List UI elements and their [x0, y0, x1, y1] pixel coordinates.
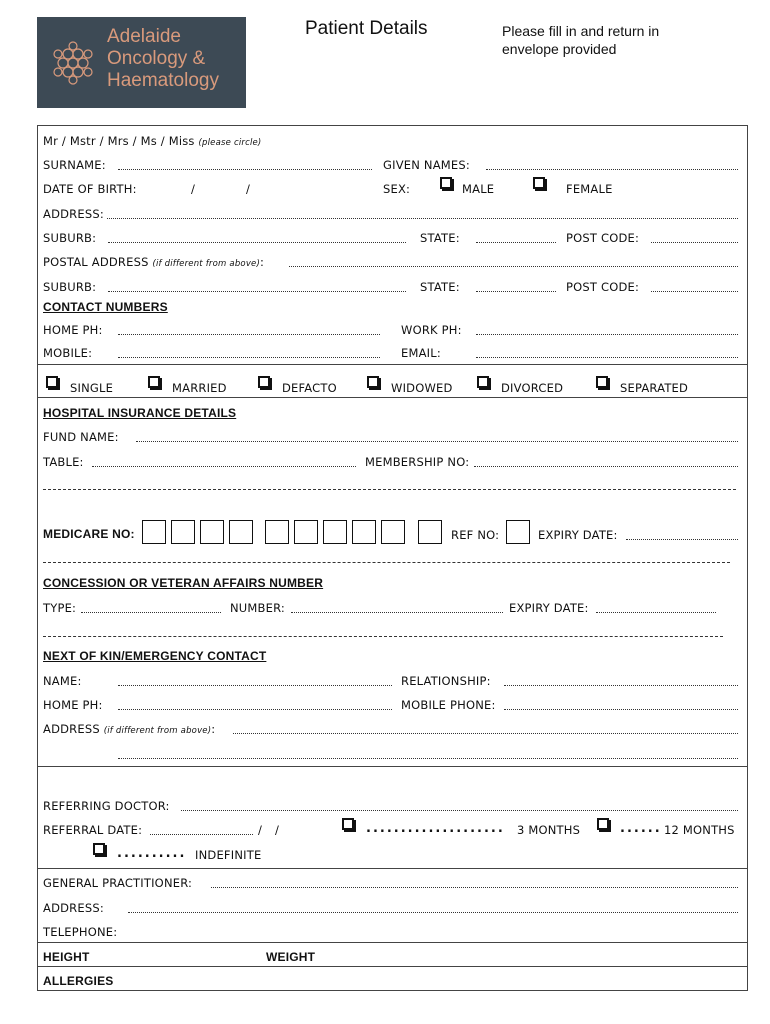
female-checkbox[interactable] — [533, 177, 545, 189]
referral-date-label: REFERRAL DATE: — [43, 823, 143, 837]
address-label: ADDRESS: — [43, 207, 104, 221]
referral-date-separator: / — [275, 823, 280, 837]
widowed-label: WIDOWED — [391, 381, 453, 395]
title-options[interactable] — [43, 134, 261, 150]
separated-checkbox[interactable] — [596, 376, 608, 388]
medicare-digit-box[interactable] — [352, 520, 376, 544]
gp-address-label: ADDRESS: — [43, 901, 104, 915]
concession-number-label: NUMBER: — [230, 601, 286, 615]
male-checkbox[interactable] — [440, 177, 452, 189]
gp-telephone-label: TELEPHONE: — [43, 925, 118, 939]
section-divider — [37, 942, 748, 943]
kin-mobile-label: MOBILE PHONE: — [401, 698, 496, 712]
medicare-issue-box[interactable] — [418, 520, 442, 544]
medicare-label: MEDICARE NO: — [43, 527, 135, 541]
table-field[interactable] — [92, 466, 356, 467]
concession-expiry-label: EXPIRY DATE: — [509, 601, 589, 615]
kin-relationship-field[interactable] — [504, 685, 738, 686]
surname-field[interactable] — [118, 169, 372, 170]
referring-doctor-field[interactable] — [181, 810, 738, 811]
ref-no-box[interactable] — [506, 520, 530, 544]
logo-line: Oncology & — [107, 48, 206, 69]
medicare-digit-box[interactable] — [294, 520, 318, 544]
postal-suburb-field[interactable] — [108, 291, 406, 292]
kin-heading: NEXT OF KIN/EMERGENCY CONTACT — [43, 649, 267, 663]
table-label: TABLE: — [43, 455, 84, 469]
defacto-label: DEFACTO — [282, 381, 337, 395]
logo-wordmark — [107, 26, 219, 92]
twelve-months-leader: ...... — [620, 821, 662, 836]
concession-type-field[interactable] — [81, 612, 221, 613]
indefinite-checkbox[interactable] — [93, 843, 105, 855]
divorced-checkbox[interactable] — [477, 376, 489, 388]
hexagon-cluster-icon — [49, 41, 97, 85]
height-label: HEIGHT — [43, 950, 90, 964]
kin-address-colon: : — [211, 722, 216, 736]
surname-label: SURNAME: — [43, 158, 106, 172]
referral-date-field[interactable] — [150, 834, 253, 835]
work-phone-label: WORK PH: — [401, 323, 462, 337]
dob-separator: / — [246, 182, 251, 196]
given-names-label: GIVEN NAMES: — [383, 158, 470, 172]
weight-label: WEIGHT — [266, 950, 316, 964]
postal-address-text: POSTAL ADDRESS — [43, 255, 149, 269]
dob-separator: / — [191, 182, 196, 196]
ref-no-label: REF NO: — [451, 528, 500, 542]
kin-address-text: ADDRESS — [43, 722, 100, 736]
female-label: FEMALE — [566, 182, 613, 196]
twelve-months-checkbox[interactable] — [597, 818, 609, 830]
kin-name-label: NAME: — [43, 674, 82, 688]
logo-line: Haematology — [107, 70, 219, 91]
suburb-field[interactable] — [108, 242, 406, 243]
section-divider — [37, 766, 748, 767]
dashed-separator — [43, 636, 723, 637]
medicare-digit-box[interactable] — [265, 520, 289, 544]
medicare-digit-box[interactable] — [323, 520, 347, 544]
membership-no-label: MEMBERSHIP NO: — [365, 455, 470, 469]
kin-address-note: (if different from above) — [103, 726, 212, 736]
email-label: EMAIL: — [401, 346, 441, 360]
defacto-checkbox[interactable] — [258, 376, 270, 388]
dashed-separator — [43, 562, 730, 563]
state-label: STATE: — [420, 231, 460, 245]
medicare-digit-box[interactable] — [171, 520, 195, 544]
married-label: MARRIED — [172, 381, 227, 395]
mobile-field[interactable] — [118, 357, 380, 358]
postal-address-note: (if different from above) — [152, 259, 260, 269]
given-names-field[interactable] — [486, 169, 738, 170]
widowed-checkbox[interactable] — [367, 376, 379, 388]
medicare-digit-box[interactable] — [200, 520, 224, 544]
suburb-label: SUBURB: — [43, 231, 97, 245]
membership-no-field[interactable] — [474, 466, 738, 467]
sex-label: SEX: — [383, 182, 411, 196]
kin-name-field[interactable] — [118, 685, 392, 686]
contact-numbers-heading: CONTACT NUMBERS — [43, 300, 168, 314]
gp-address-field[interactable] — [128, 912, 738, 913]
postal-address-field[interactable] — [289, 266, 738, 267]
email-field[interactable] — [476, 357, 738, 358]
section-divider — [37, 966, 748, 967]
home-phone-label: HOME PH: — [43, 323, 103, 337]
postal-suburb-label: SUBURB: — [43, 280, 97, 294]
indefinite-leader: .......... — [117, 846, 187, 861]
referring-doctor-label: REFERRING DOCTOR: — [43, 799, 170, 813]
kin-home-phone-field[interactable] — [118, 709, 392, 710]
page-title: Patient Details — [305, 18, 428, 39]
fund-name-label: FUND NAME: — [43, 430, 119, 444]
title-options-note: (please circle) — [198, 138, 262, 148]
twelve-months-label: 12 MONTHS — [664, 823, 735, 837]
allergies-label: ALLERGIES — [43, 974, 114, 988]
kin-relationship-label: RELATIONSHIP: — [401, 674, 491, 688]
married-checkbox[interactable] — [148, 376, 160, 388]
three-months-label: 3 MONTHS — [517, 823, 581, 837]
work-phone-field[interactable] — [476, 334, 738, 335]
concession-expiry-field[interactable] — [596, 612, 716, 613]
concession-number-field[interactable] — [291, 612, 503, 613]
concession-heading: CONCESSION OR VETERAN AFFAIRS NUMBER — [43, 576, 324, 590]
address-field[interactable] — [107, 218, 738, 219]
kin-address-label — [43, 722, 215, 738]
separated-label: SEPARATED — [620, 381, 689, 395]
dashed-separator — [43, 489, 736, 490]
kin-address-field-line2[interactable] — [118, 758, 738, 759]
gp-field[interactable] — [211, 887, 738, 888]
dob-label: DATE OF BIRTH: — [43, 182, 137, 196]
postal-postcode-label: POST CODE: — [566, 280, 640, 294]
medicare-expiry-field[interactable] — [626, 539, 738, 540]
insurance-heading: HOSPITAL INSURANCE DETAILS — [43, 406, 237, 420]
fund-name-field[interactable] — [136, 441, 738, 442]
medicare-digit-box[interactable] — [142, 520, 166, 544]
kin-mobile-field[interactable] — [504, 709, 738, 710]
medicare-digit-box[interactable] — [381, 520, 405, 544]
indefinite-label: INDEFINITE — [195, 848, 262, 862]
postcode-field[interactable] — [651, 242, 738, 243]
postcode-label: POST CODE: — [566, 231, 640, 245]
divorced-label: DIVORCED — [501, 381, 564, 395]
postal-state-label: STATE: — [420, 280, 460, 294]
postal-state-field[interactable] — [476, 291, 556, 292]
concession-type-label: TYPE: — [43, 601, 77, 615]
return-instruction: Please fill in and return in envelope provided — [502, 23, 660, 57]
title-options-label: Mr / Mstr / Mrs / Ms / Miss — [43, 134, 195, 148]
practice-logo — [37, 17, 246, 108]
postal-address-colon: : — [260, 255, 265, 269]
postal-address-label — [43, 255, 264, 271]
section-divider — [37, 868, 748, 869]
section-divider — [37, 397, 748, 398]
single-checkbox[interactable] — [46, 376, 58, 388]
state-field[interactable] — [476, 242, 556, 243]
gp-label: GENERAL PRACTITIONER: — [43, 876, 193, 890]
mobile-label: MOBILE: — [43, 346, 93, 360]
medicare-digit-box[interactable] — [229, 520, 253, 544]
home-phone-field[interactable] — [118, 334, 380, 335]
kin-address-field[interactable] — [233, 733, 738, 734]
single-label: SINGLE — [70, 381, 114, 395]
kin-home-phone-label: HOME PH: — [43, 698, 103, 712]
three-months-checkbox[interactable] — [342, 818, 354, 830]
three-months-leader: .................... — [366, 821, 505, 836]
logo-line: Adelaide — [107, 26, 181, 47]
section-divider — [37, 364, 748, 365]
postal-postcode-field[interactable] — [651, 291, 738, 292]
male-label: MALE — [462, 182, 495, 196]
referral-date-separator: / — [258, 823, 263, 837]
medicare-expiry-label: EXPIRY DATE: — [538, 528, 618, 542]
